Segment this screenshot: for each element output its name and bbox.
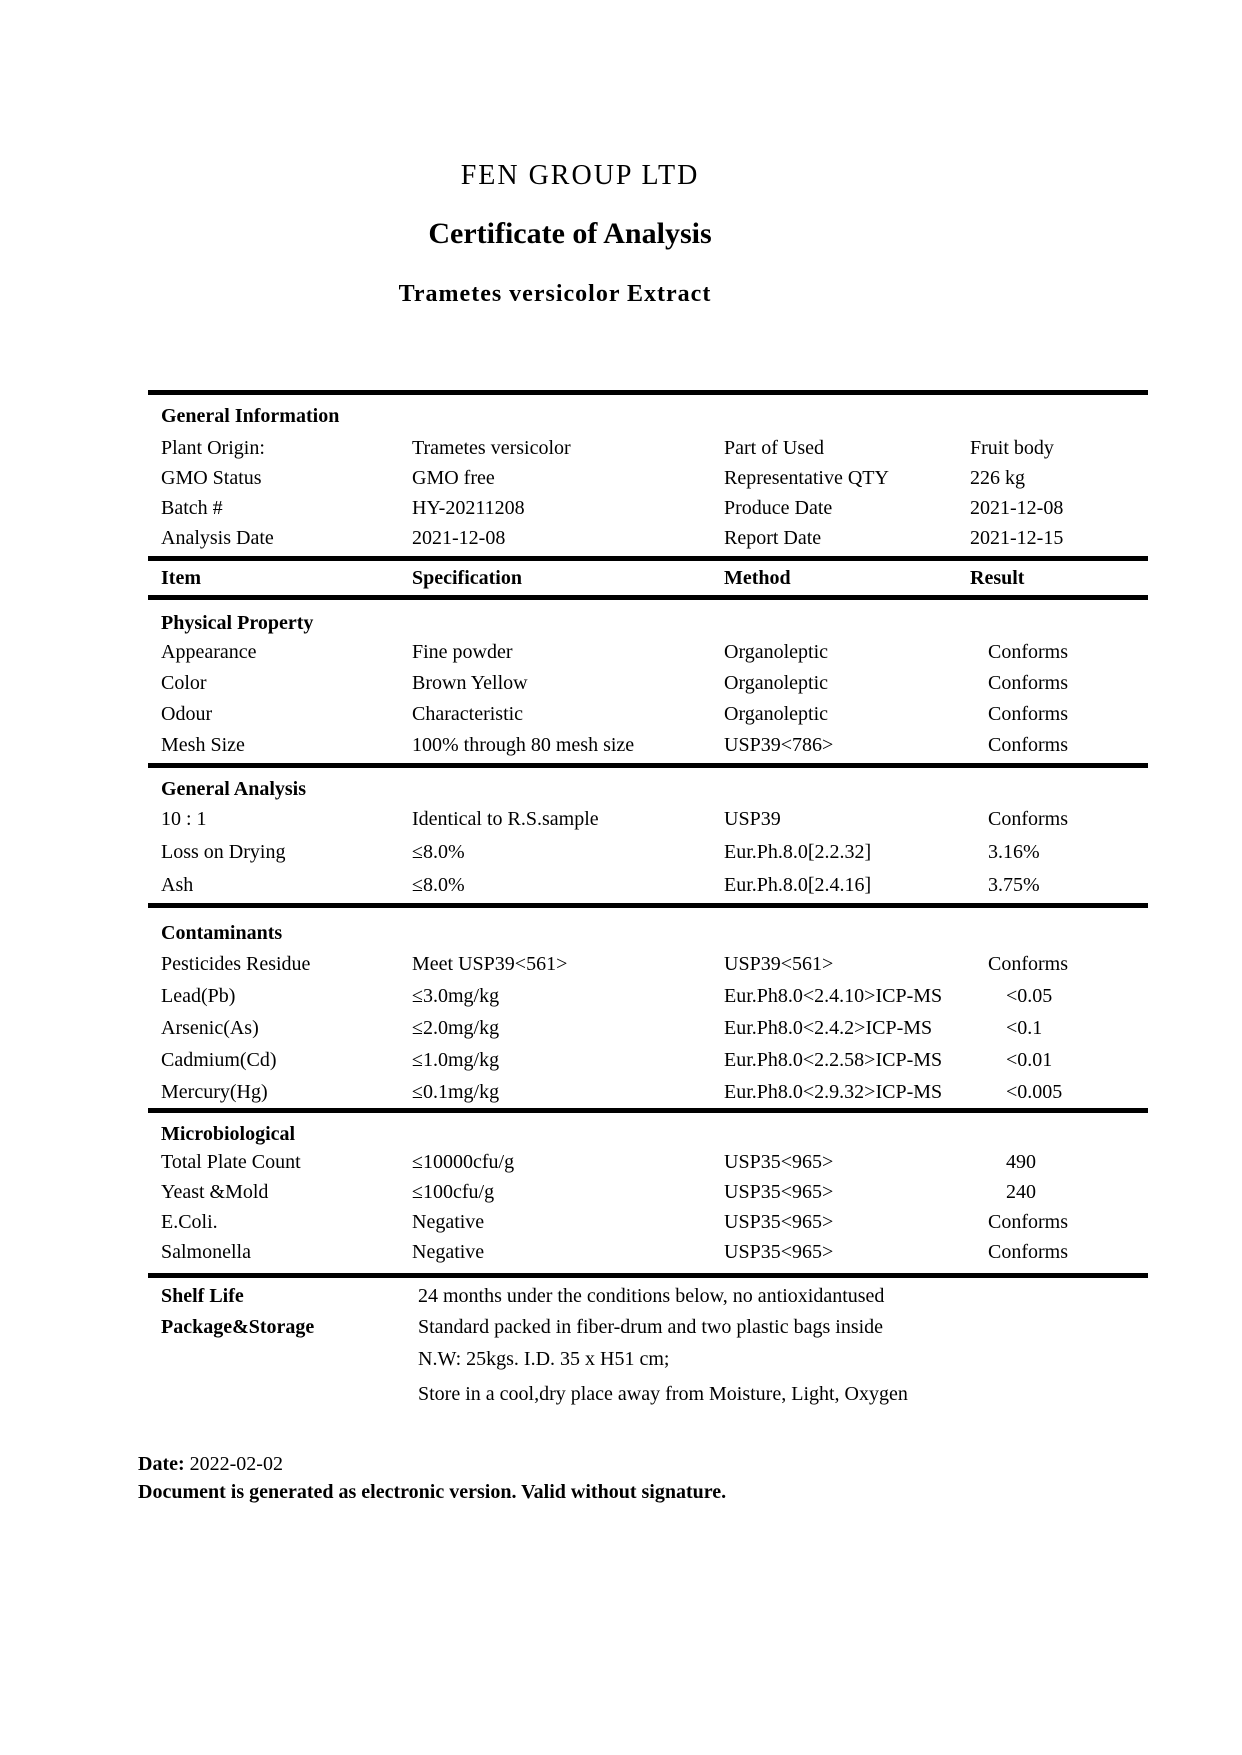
info-label: Analysis Date [161, 527, 274, 549]
result-cell: <0.05 [1006, 985, 1053, 1007]
storage-row [148, 1278, 1148, 1309]
table-row [148, 868, 1148, 901]
item-cell: Mercury(Hg) [161, 1081, 268, 1103]
table-row [148, 523, 1148, 553]
info-value: HY-20211208 [412, 497, 525, 519]
storage-text: Standard packed in fiber-drum and two plastic bags inside [418, 1316, 884, 1338]
table-row [148, 1012, 1148, 1044]
footer-note: Document is generated as electronic version. Valid without signature. [138, 1481, 727, 1503]
result-cell: Conforms [988, 1211, 1068, 1233]
section-title: Physical Property [161, 612, 314, 634]
table-row [148, 667, 1148, 698]
info-label: Report Date [724, 527, 822, 549]
method-cell: Eur.Ph8.0<2.9.32>ICP-MS [724, 1081, 943, 1103]
info-label: GMO Status [161, 467, 262, 489]
result-cell: 490 [1006, 1151, 1036, 1173]
item-cell: Pesticides Residue [161, 953, 311, 975]
column-header-row [148, 561, 1148, 595]
table-row [148, 1207, 1148, 1237]
result-cell: 240 [1006, 1181, 1036, 1203]
table-row [148, 698, 1148, 729]
info-label: Part of Used [724, 437, 824, 459]
info-value: 226 kg [970, 467, 1025, 489]
document-title: Certificate of Analysis [428, 217, 712, 250]
spec-cell: 100% through 80 mesh size [412, 733, 635, 756]
item-cell: Cadmium(Cd) [161, 1049, 277, 1071]
info-label: Plant Origin: [161, 437, 265, 459]
result-cell: Conforms [988, 953, 1068, 975]
spec-cell: Characteristic [412, 702, 524, 725]
table-row [148, 980, 1148, 1012]
storage-label: Shelf Life [161, 1285, 244, 1307]
storage-text: 24 months under the conditions below, no antioxidantused [418, 1285, 885, 1307]
item-cell: Appearance [161, 640, 257, 663]
method-cell: Eur.Ph8.0<2.4.2>ICP-MS [724, 1017, 933, 1039]
section-title: General Analysis [161, 778, 307, 800]
spec-cell: Negative [412, 1211, 485, 1233]
item-cell: Ash [161, 873, 194, 896]
column-header-result: Result [970, 567, 1025, 589]
method-cell: USP39 [724, 807, 781, 830]
storage-row [148, 1376, 1148, 1411]
storage-text: Store in a cool,dry place away from Moisture, Light, Oxygen [418, 1383, 908, 1405]
date-value: 2022-02-02 [189, 1453, 283, 1475]
method-cell: USP35<965> [724, 1151, 834, 1173]
spec-cell: ≤3.0mg/kg [412, 985, 500, 1007]
method-cell: USP35<965> [724, 1241, 834, 1263]
result-cell: <0.1 [1006, 1017, 1043, 1039]
item-cell: Color [161, 671, 207, 694]
method-cell: Eur.Ph8.0<2.2.58>ICP-MS [724, 1049, 943, 1071]
storage-label: Package&Storage [161, 1316, 315, 1338]
section-title: Contaminants [161, 922, 283, 944]
info-label: Batch # [161, 497, 223, 519]
spec-cell: Negative [412, 1241, 485, 1263]
info-value: 2021-12-08 [970, 497, 1064, 519]
table-row [148, 802, 1148, 835]
footer-date-line [138, 1450, 726, 1478]
storage-text: N.W: 25kgs. I.D. 35 x H51 cm; [418, 1348, 670, 1370]
item-cell: Lead(Pb) [161, 985, 236, 1007]
spec-cell: ≤8.0% [412, 840, 465, 863]
method-cell: Organoleptic [724, 671, 829, 694]
method-cell: Eur.Ph8.0<2.4.10>ICP-MS [724, 985, 943, 1007]
result-cell: 3.16% [988, 840, 1040, 863]
table-row [148, 636, 1148, 667]
item-cell: Salmonella [161, 1241, 251, 1263]
result-cell: Conforms [988, 733, 1068, 756]
result-cell: Conforms [988, 807, 1068, 830]
item-cell: Yeast &Mold [161, 1181, 269, 1203]
table-row [148, 1147, 1148, 1177]
column-header-method: Method [724, 567, 791, 589]
footer [138, 1450, 726, 1506]
spec-cell: ≤2.0mg/kg [412, 1017, 500, 1039]
result-cell: Conforms [988, 702, 1068, 725]
coa-table [148, 390, 1148, 1411]
spec-cell: ≤0.1mg/kg [412, 1081, 500, 1103]
section-title: General Information [161, 405, 340, 427]
table-row [148, 1237, 1148, 1267]
item-cell: Total Plate Count [161, 1151, 301, 1173]
storage-row [148, 1341, 1148, 1376]
method-cell: Eur.Ph.8.0[2.4.16] [724, 873, 872, 896]
spec-cell: ≤8.0% [412, 873, 465, 896]
result-cell: <0.005 [1006, 1081, 1063, 1103]
table-row [148, 948, 1148, 980]
method-cell: Organoleptic [724, 702, 829, 725]
column-header-specification: Specification [412, 567, 522, 589]
table-row [148, 1076, 1148, 1108]
method-cell: USP39<561> [724, 953, 834, 975]
date-label: Date: [138, 1453, 185, 1475]
item-cell: Mesh Size [161, 733, 245, 756]
info-value: 2021-12-08 [412, 527, 506, 549]
section-title: Microbiological [161, 1123, 296, 1145]
method-cell: Eur.Ph.8.0[2.2.32] [724, 840, 872, 863]
spec-cell: Meet USP39<561> [412, 953, 568, 975]
result-cell: Conforms [988, 640, 1068, 663]
spec-cell: ≤1.0mg/kg [412, 1049, 500, 1071]
product-title: Trametes versicolor Extract [398, 281, 712, 307]
table-row [148, 463, 1148, 493]
item-cell: E.Coli. [161, 1211, 218, 1233]
table-row [148, 433, 1148, 463]
method-cell: USP35<965> [724, 1181, 834, 1203]
method-cell: USP35<965> [724, 1211, 834, 1233]
item-cell: 10 : 1 [161, 807, 207, 830]
result-cell: Conforms [988, 671, 1068, 694]
info-value: GMO free [412, 467, 495, 489]
table-row [148, 1177, 1148, 1207]
table-row [148, 493, 1148, 523]
storage-row [148, 1309, 1148, 1341]
item-cell: Arsenic(As) [161, 1017, 259, 1039]
table-row [148, 1044, 1148, 1076]
spec-cell: ≤100cfu/g [412, 1181, 495, 1203]
info-value: 2021-12-15 [970, 527, 1064, 549]
item-cell: Odour [161, 702, 213, 725]
method-cell: USP39<786> [724, 733, 834, 756]
spec-cell: ≤10000cfu/g [412, 1151, 515, 1173]
info-label: Representative QTY [724, 467, 889, 489]
result-cell: 3.75% [988, 873, 1040, 896]
spec-cell: Fine powder [412, 640, 513, 663]
info-value: Trametes versicolor [412, 437, 571, 459]
info-value: Fruit body [970, 437, 1054, 459]
result-cell: Conforms [988, 1241, 1068, 1263]
company-name: FEN GROUP LTD [460, 160, 700, 191]
column-header-item: Item [161, 567, 201, 589]
table-row [148, 835, 1148, 868]
spec-cell: Identical to R.S.sample [412, 807, 599, 830]
item-cell: Loss on Drying [161, 840, 286, 863]
info-label: Produce Date [724, 497, 833, 519]
result-cell: <0.01 [1006, 1049, 1053, 1071]
spec-cell: Brown Yellow [412, 671, 528, 694]
table-row [148, 729, 1148, 760]
method-cell: Organoleptic [724, 640, 829, 663]
